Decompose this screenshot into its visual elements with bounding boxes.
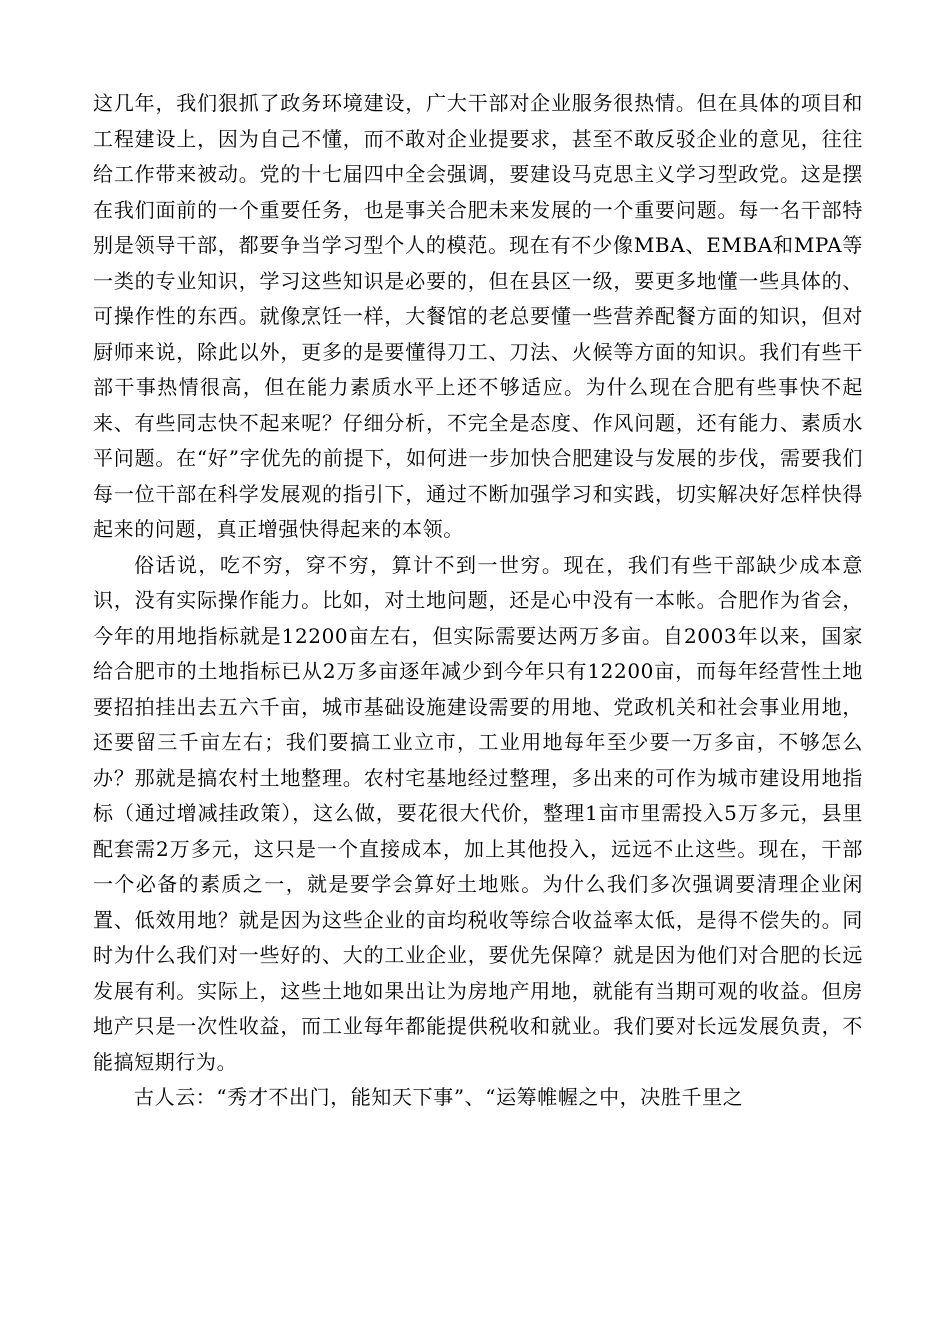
paragraph-land-cost: 俗话说，吃不穷，穿不穷，算计不到一世穷。现在，我们有些干部缺少成本意识，没有实际操作能力。比如，对土地问题，还是心中没有一本帐。合肥作为省会，今年的用地指标就是12200亩左右，但实际需要达两万多亩。自2003年以来，国家给合肥市的土地指标已从2万多亩逐年减少到今年只有12200亩，而每年经营性土地要招拍挂出去五六千亩，城市基础设施建设需要的用地、党政机关和社会事业用地，还要留三千亩左右；我们要搞工业立市，工业用地每年至少要一万多亩，不够怎么办？那就是搞农村土地整理。农村宅基地经过整理，多出来的可作为城市建设用地指标（通过增减挂政策），这么做，要花很大代价，整理1亩市里需投入5万多元，县里配套需2万多元，这只是一个直接成本，加上其他投入，远远不止这些。现在，干部一个必备的素质之一，就是要学会算好土地账。为什么我们多次强调要清理企业闲置、低效用地？就是因为这些企业的亩均税收等综合收益率太低，是得不偿失的。同时为什么我们对一些好的、大的工业企业，要优先保障？就是因为他们对合肥的长远发展有利。实际上，这些土地如果出让为房地产用地，就能有当期可观的收益。但房地产只是一次性收益，而工业每年都能提供税收和就业。我们要对长远发展负责，不能搞短期行为。 (93, 552, 863, 1074)
paragraph-ancient-saying: 古人云：“秀才不出门，能知天下事”、“运筹帷幄之中，决胜千里之 (134, 1085, 744, 1109)
document-body (93, 86, 863, 1116)
paragraph-continuation: 这几年，我们狠抓了政务环境建设，广大干部对企业服务很热情。但在具体的项目和工程建设上，因为自己不懂，而不敢对企业提要求，甚至不敢反驳企业的意见，往往给工作带来被动。党的十七届四中全会强调，要建设马克思主义学习型政党。这是摆在我们面前的一个重要任务，也是事关合肥未来发展的一个重要问题。每一名干部特别是领导干部，都要争当学习型个人的模范。现在有不少像MBA、EMBA和MPA等一类的专业知识，学习这些知识是必要的，但在县区一级，要更多地懂一些具体的、可操作性的东西。就像烹饪一样，大餐馆的老总要懂一些营养配餐方面的知识，但对厨师来说，除此以外，更多的是要懂得刀工、刀法、火候等方面的知识。我们有些干部干事热情很高，但在能力素质水平上还不够适应。为什么现在合肥有些事快不起来、有些同志快不起来呢？仔细分析，不完全是态度、作风问题，还有能力、素质水平问题。在“好”字优先的前提下，如何进一步加快合肥建设与发展的步伐，需要我们每一位干部在科学发展观的指引下，通过不断加强学习和实践，切实解决好怎样快得起来的问题，真正增强快得起来的本领。 (93, 91, 863, 541)
